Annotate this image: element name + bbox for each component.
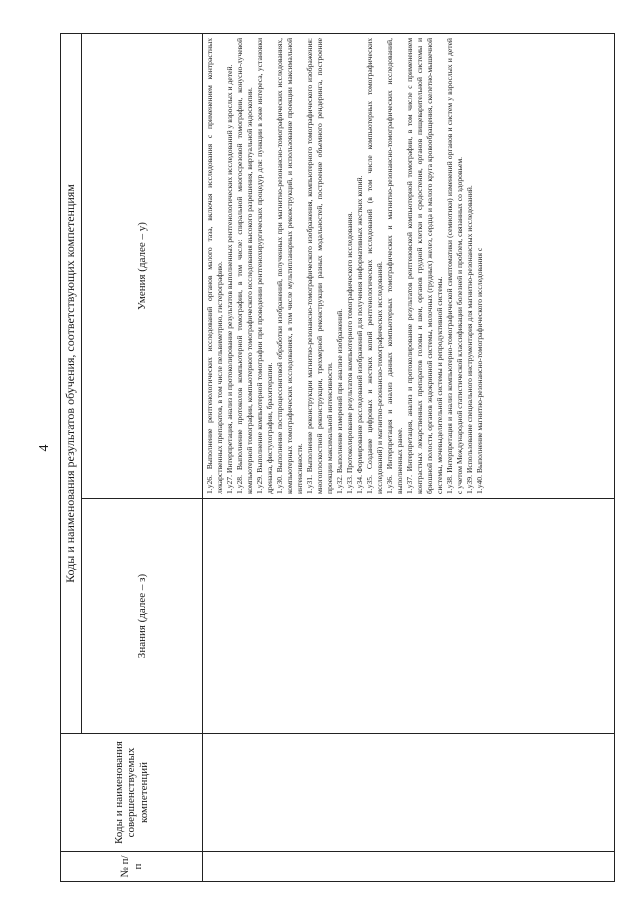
skill-item: 1.у34. Формирование расследований изображений для получения информативных жестких копий. bbox=[355, 175, 365, 494]
skill-item: 1.у30. Выполнение постпроцессинговой обработки изображений, полученных при магнитно-резонансно-томографических исследованиях, компьютерных томографических исследованиях, в том числе мультипланарных реконструкций, и использование проекции максимальной интенсивности. bbox=[275, 37, 305, 494]
cell-knowledge bbox=[203, 499, 615, 734]
skill-item: 1.у38. Интерпретация и анализ компьютерно-томографической симптоматики (семиотики) изменений органов и систем у взрослых и детей с учетом Международной статистической классификации болезней и проблем, связанных со здоровьем. bbox=[445, 37, 465, 494]
header-skills: Умения (далее – у) bbox=[82, 33, 203, 498]
skill-item: 1.у26. Выполнение рентгенологических исследований органов малого таза, включая исследования с применением контрастных лекарственных препаратов, в том числе пельвиметрию, гистерографию. bbox=[205, 37, 225, 494]
skill-item: 1.у36. Интерпретация и анализ данных компьютерных томографических и магнитно-резонансно-томографических исследований, выполненных ранее. bbox=[385, 37, 405, 494]
header-number: № п/п bbox=[61, 852, 203, 882]
skill-item: 1.у35. Создание цифровых и жестких копий рентгенологических исследований (в том числе компьютерных томографических исследований) и магнитно-резонансно-томографических исследований. bbox=[365, 37, 385, 494]
cell-codes bbox=[203, 734, 615, 852]
skill-item: 1.у39. Использование специального инструментария для магнитно-резонансных исследований. bbox=[465, 185, 475, 494]
cell-number bbox=[203, 852, 615, 882]
page-number: 4 bbox=[37, 444, 52, 452]
skill-item: 1.у40. Выполнение магнитно-резонансно-томографического исследования с bbox=[475, 247, 485, 494]
rotated-table-container bbox=[60, 34, 615, 882]
header-knowledge: Знания (далее – з) bbox=[82, 499, 203, 734]
header-outcomes: Коды и наименования результатов обучения, соответствующих компетенциям bbox=[61, 33, 82, 733]
cell-skills bbox=[203, 33, 615, 498]
skill-item: 1.у37. Интерпретация, анализ и протоколирование результатов рентгеновской компьютерной томографии, в том числе с применением контрастных лекарственных препаратов головы и шеи, органов грудной клетки и средостения, органов пищеварительной системы и брюшной полости, органов эндокринной системы, молочных (грудных) желез, сердца и малого круга кровообращения, скелетно-мышечной системы, мочевыделительной системы и репродуктивной системы. bbox=[405, 37, 445, 494]
competencies-table bbox=[60, 33, 615, 882]
header-codes: Коды и наименования совершенствуемых компетенций bbox=[61, 734, 203, 852]
skill-item: 1.у28. Выполнение протоколов компьютерной томографии, в том числе: спиральной многосрезовой томографии, конусно-лучевой компьютерной томографии, компьютерного томографического исследования высокого разрешения, виртуальной эндоскопии. bbox=[235, 37, 255, 494]
skill-item: 1.у32. Выполнение измерений при анализе изображений. bbox=[335, 308, 345, 494]
document-sheet bbox=[60, 34, 615, 882]
skill-item: 1.у27. Интерпретация, анализ и протоколирование результатов выполненных рентгенологических исследований у взрослых и детей. bbox=[225, 64, 235, 494]
skill-item: 1.у33. Протоколирование результатов компьютерного томографического исследования. bbox=[345, 211, 355, 494]
skill-item: 1.у31. Выполнение реконструкции магнитно-резонансно-томографического изображения, компьютерного томографического изображения: многоплоскостной реконструкции, трехмерной реконструкции разных модальностей, построение объемного рендеринга, построение проекции максимальной интенсивности. bbox=[305, 37, 335, 494]
skill-item: 1.у29. Выполнение компьютерной томографии при проведении рентгенохирургических процедур для: пункции в зоне интереса, установки дренажа, фистулографии, брахитерапии. bbox=[255, 37, 275, 494]
